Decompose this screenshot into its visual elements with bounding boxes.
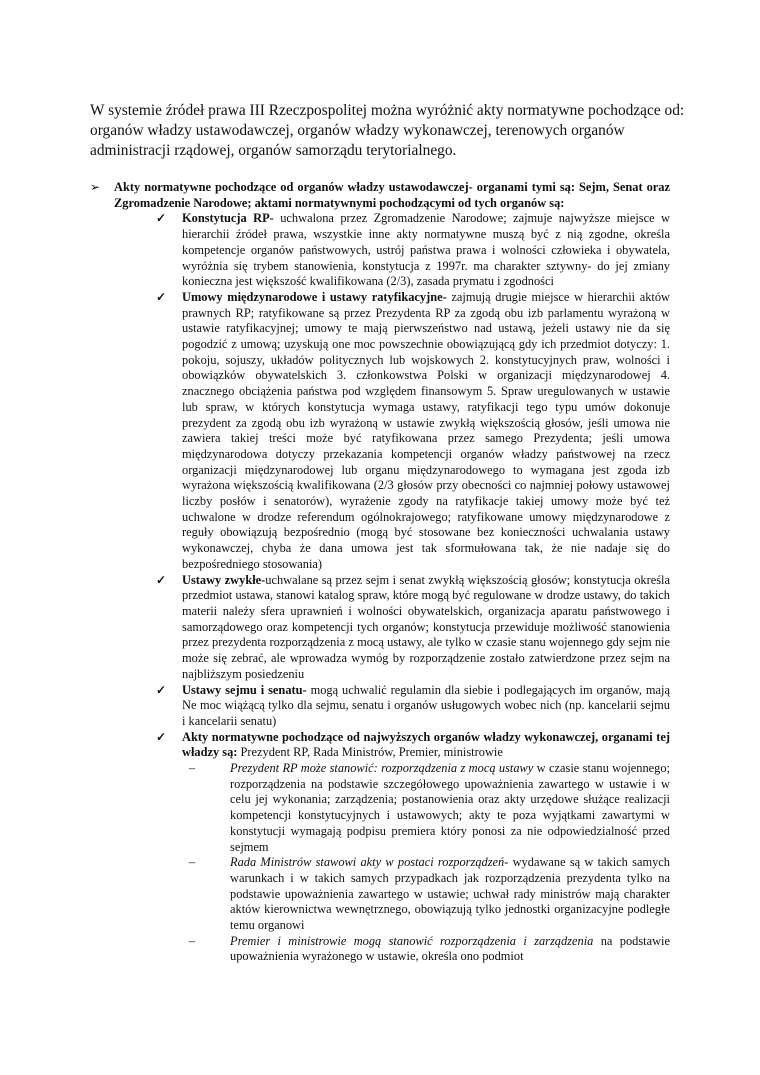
item-title: Ustawy zwykłe- xyxy=(182,572,266,587)
list-item xyxy=(90,211,670,290)
item-title: Ustawy sejmu i senatu- xyxy=(182,682,307,697)
sublist-item xyxy=(182,761,670,855)
checkmark-icon: ✓ xyxy=(156,211,167,226)
list-item xyxy=(90,683,670,730)
list-item xyxy=(90,573,670,683)
sub-item-emphasis: Premier i ministrowie mogą stanowić rozporządzenia i zarządzenia xyxy=(230,933,594,948)
sub-item-body: na podstawie upoważnienia wyrażonego w ustawie, określa ono podmiot xyxy=(230,933,670,964)
intro-paragraph: W systemie źródeł prawa III Rzeczpospolitej można wyróżnić akty normatywne pochodzące od: organów władzy ustawodawczej, organów władzy wykonawczej, terenowych organów administracji rządowej, organów samorządu terytorialnego. xyxy=(90,102,685,159)
list-item-text xyxy=(182,573,670,683)
dash-bullet-icon: – xyxy=(188,855,196,870)
checkmark-icon: ✓ xyxy=(156,729,167,744)
list-item-text xyxy=(182,290,670,573)
item-body: zajmują drugie miejsce w hierarchii aktów prawnych RP; ratyfikowane są przez Prezydenta RP za zgodą obu izb parlamentu wyrażoną w ustawie ratyfikacyjnej; umowy te mają pierwszeństwo nad ustawą, jeżeli ustawy nie da się pogodzić z umową; uzyskują one moc powszechnie obowiązującą gdy ich przedmiot dotyczy: 1. pokoju, sojuszy, układów politycznych lub wojskowych 2. konstytucyjnych praw, wolności i obowiązków obywatelskich 3. członkowstwa Polski w organizacji międzynarodowej 4. znacznego obciążenia państwa pod względem finansowym 5. Spraw uregulowanych w ustawie lub spraw, w których konstytucja wymaga ustawy, ratyfikacji tego typu umów dokonuje prezydent za zgodą obu izb wyrażoną w ustawie zwykłą większością głosów, jeśli umowa nie zawiera takiej treści może być ratyfikowana przez samego Prezydenta; jeśli umowa międzynarodowa dotyczy przekazania kompetencji organów władzy państwowej na rzecz organizacji międzynarodowej lub organu międzynarodowego to wymagana jest zgoda izb wyrażona większością kwalifikowana (2/3 głosów przy obecności co najmniej połowy ustawowej liczby posłów i senatorów), wyrażenie zgody na ratyfikacje takiej umowy może być też uchwalone w drodze referendum ogólnokrajowego; ratyfikowane umowy międzynarodowe z reguły obowiązują bezpośrednio (mogą być stosowane bez konieczności uchwalania ustawy wykonawczej, chyba że dana umowa jest tak sformułowana tak, że nie nadaje się do bezpośredniego stosowania) xyxy=(182,289,671,571)
item-body: uchwalona przez Zgromadzenie Narodowe; zajmuje najwyższe miejsce w hierarchii źródeł prawa, wszystkie inne akty normatywne muszą być z nią zgodne, określa kompetencje organów państwowych, ustrój państwa prawa i wolności człowieka i obywatela, wyróżnia się trybem stanowienia, konstytucja z 1997r. ma charakter sztywny- do jej zmiany konieczna jest większość kwalifikowana (2/3), zasada prymatu i zgodności xyxy=(182,211,670,289)
item-body: mogą uchwalić regulamin dla siebie i podlegających im organów, mają Ne moc wiążącą tylko dla sejmu, senatu i organów usługowych wobec nich (np. kancelarii sejmu i kancelarii senatu) xyxy=(182,682,670,728)
sublist-item xyxy=(182,855,670,934)
checkmark-icon: ✓ xyxy=(156,572,167,587)
sublist-item-text xyxy=(230,934,670,965)
sub-item-body: - wydawane są w takich samych warunkach i w takich samych przypadkach jak rozporządzenia prezydenta tylko na podstawie upoważnienia zawartego w ustawie; uchwał rady ministrów mają charakter aktów kierownictwa wewnętrznego, obowiązują tylko jednostki organizacyjne podległe temu organowi xyxy=(230,855,670,933)
executive-acts-sublist xyxy=(182,761,670,965)
dash-bullet-icon: – xyxy=(188,933,196,948)
sublist-item-text xyxy=(230,761,670,855)
act-list xyxy=(90,211,670,965)
list-item-text xyxy=(182,730,670,761)
item-title: Umowy międzynarodowe i ustawy ratyfikacyjne- xyxy=(182,289,447,304)
sub-item-body: w czasie stanu wojennego; rozporządzenia na podstawie szczegółowego upoważnienia zawartego w ustawie i w celu jej wykonania; zarządzenia; postanowienia oraz akty urzędowe służące realizacji kompetencji konstytucyjnych i ustawowych; akty te poza wyjątkami zawartymi w konstytucji wymagają podpisu premiera który ponosi za nie odpowiedzialność przed sejmem xyxy=(230,761,670,854)
sub-item-emphasis: Prezydent RP może stanowić: rozporządzenia z mocą ustawy xyxy=(230,761,534,776)
section-heading: Akty normatywne pochodzące od organów władzy ustawodawczej- organami tymi są: Sejm, Senat oraz Zgromadzenie Narodowe; aktami normatywnymi pochodzącymi od tych organów są: xyxy=(114,180,670,210)
list-item-text xyxy=(182,211,670,290)
dash-bullet-icon: – xyxy=(188,761,196,776)
item-title: Konstytucja RP- xyxy=(182,211,274,226)
list-item xyxy=(90,730,670,966)
item-body: uchwalane są przez sejm i senat zwykłą większością głosów; konstytucja określa przedmiot ustawa, stanowi katalog spraw, które mogą być regulowane w drodze ustawy, do takich materii należy sfera uprawnień i wolności obywatelskich, organizacja aparatu państwowego i samorządowego oraz kompetencji tych organów; konstytucja przewiduje możliwość stanowienia przez prezydenta rozporządzenia z mocą ustawy, ale tylko w czasie stanu wojennego gdy sejm nie może się zebrać, ale wprowadza wymóg by rozporządzenie zostało zatwierdzone przez sejm na najbliższym posiedzeniu xyxy=(182,572,670,681)
list-item-text xyxy=(182,683,670,730)
sub-item-emphasis: Rada Ministrów stawowi akty w postaci rozporządzeń xyxy=(230,855,505,870)
section-legislative-acts xyxy=(90,180,670,965)
list-item xyxy=(90,290,670,573)
checkmark-icon: ✓ xyxy=(156,682,167,697)
arrow-bullet-icon: ➢ xyxy=(90,180,101,194)
sublist-item xyxy=(182,934,670,965)
sublist-item-text xyxy=(230,855,670,934)
item-body: Prezydent RP, Rada Ministrów, Premier, ministrowie xyxy=(237,745,503,760)
item-title: Akty normatywne pochodzące od najwyższych organów władzy wykonawczej, organami tej władzy są: xyxy=(182,729,670,760)
checkmark-icon: ✓ xyxy=(156,289,167,304)
